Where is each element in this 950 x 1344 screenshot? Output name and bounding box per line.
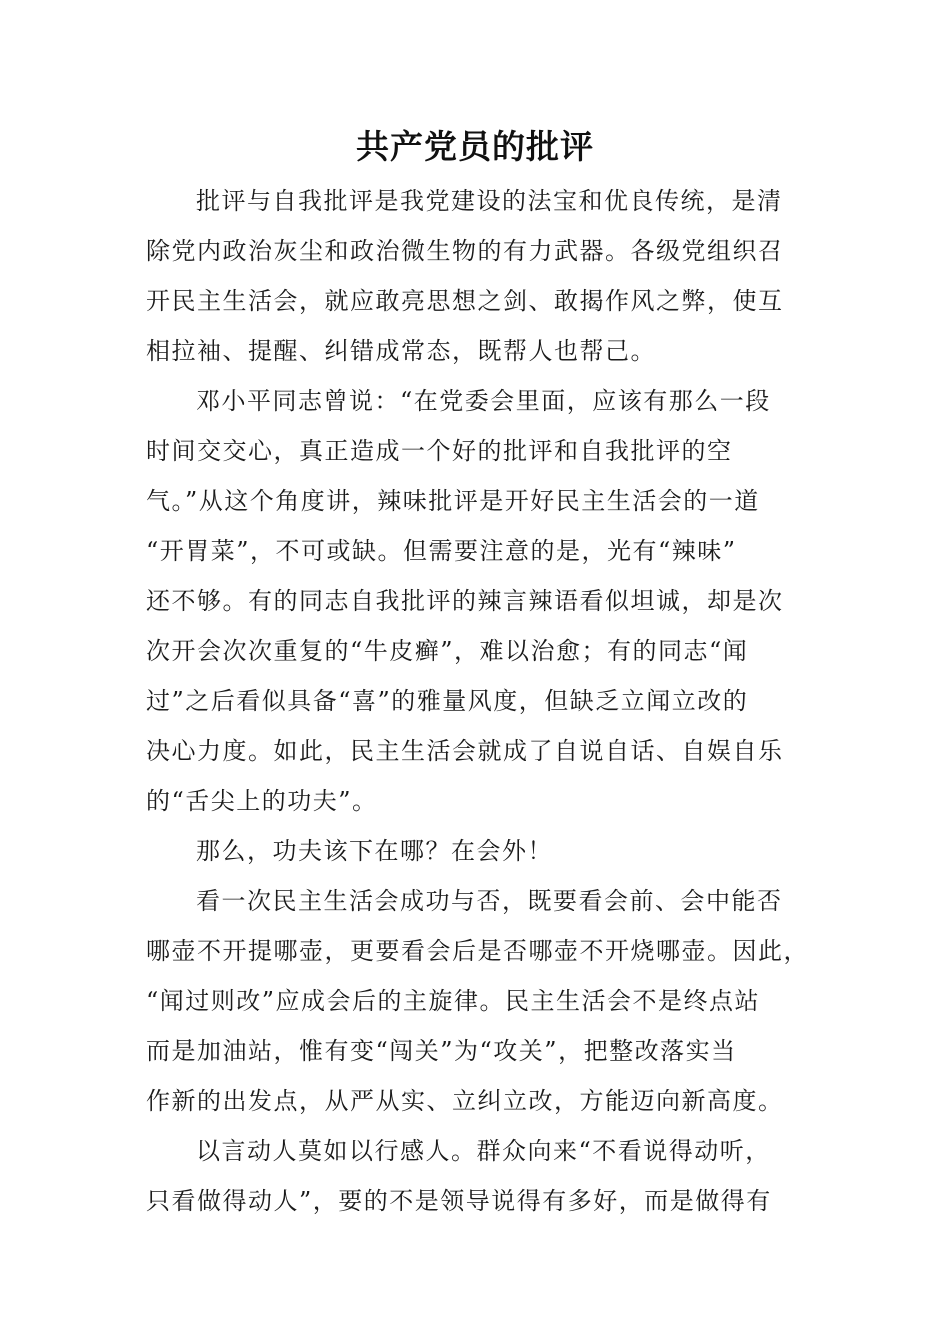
text-line: 以言动人莫如以行感人。群众向来“不看说得动听， [196, 1137, 771, 1165]
text-line: 开民主生活会，就应敢亮思想之剑、敢揭作风之弊，使互 [146, 287, 784, 315]
document-title: 共产党员的批评 [356, 127, 594, 166]
text-line: 还不够。有的同志自我批评的辣言辣语看似坦诚，却是次 [146, 587, 784, 615]
text-line: 那么，功夫该下在哪？在会外！ [196, 837, 553, 865]
text-line: 批评与自我批评是我党建设的法宝和优良传统，是清 [196, 187, 783, 215]
text-line: 看一次民主生活会成功与否，既要看会前、会中能否 [196, 887, 783, 915]
text-line: 时间交交心，真正造成一个好的批评和自我批评的空 [146, 437, 733, 465]
text-line: “开胃菜”，不可或缺。但需要注意的是，光有“辣味” [146, 537, 737, 565]
text-line: 而是加油站，惟有变“闯关”为“攻关”，把整改落实当 [146, 1037, 737, 1065]
text-line: 过”之后看似具备“喜”的雅量风度，但缺乏立闻立改的 [146, 687, 749, 715]
document-body [146, 176, 809, 1226]
text-line: 相拉袖、提醒、纠错成常态，既帮人也帮己。 [146, 337, 656, 365]
text-line: 只看做得动人”，要的不是领导说得有多好，而是做得有 [146, 1187, 772, 1215]
text-line: 作新的出发点，从严从实、立纠立改，方能迈向新高度。 [146, 1087, 784, 1115]
text-line: 哪壶不开提哪壶，更要看会后是否哪壶不开烧哪壶。因此， [146, 937, 809, 965]
text-line: “闻过则改”应成会后的主旋律。民主生活会不是终点站 [146, 987, 761, 1015]
text-line: 决心力度。如此，民主生活会就成了自说自话、自娱自乐 [146, 737, 784, 765]
text-line: 的“舌尖上的功夫”。 [146, 787, 378, 815]
text-line: 邓小平同志曾说：“在党委会里面，应该有那么一段 [196, 387, 771, 415]
text-line: 除党内政治灰尘和政治微生物的有力武器。各级党组织召 [146, 237, 784, 265]
text-line: 气。”从这个角度讲，辣味批评是开好民主生活会的一道 [146, 487, 760, 515]
text-line: 次开会次次重复的“牛皮癣”，难以治愈；有的同志“闻 [146, 637, 749, 665]
